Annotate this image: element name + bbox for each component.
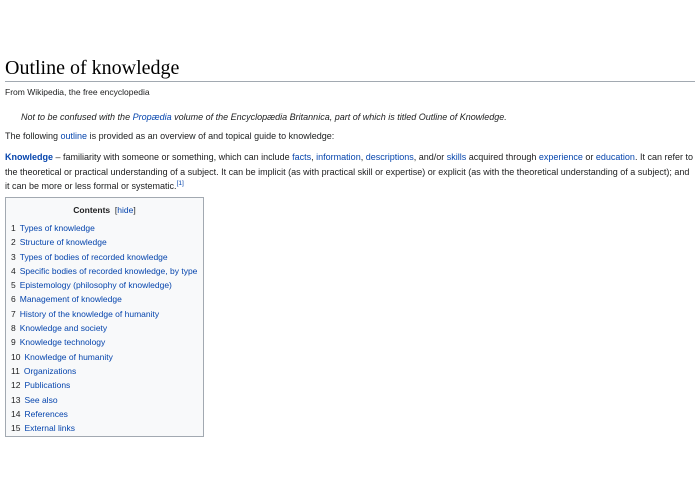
toc-item[interactable] xyxy=(11,264,203,278)
definition-text: acquired through xyxy=(466,152,539,162)
separator-text: , xyxy=(360,152,366,162)
toc-item-number: 1 xyxy=(11,223,16,233)
toc-item-number: 3 xyxy=(11,251,16,262)
toc-item-link[interactable]: Knowledge technology xyxy=(19,337,106,348)
toc-item[interactable] xyxy=(11,421,203,435)
toc-item[interactable] xyxy=(11,307,203,321)
toc-item-link[interactable]: Knowledge and society xyxy=(19,323,108,334)
knowledge-term-link[interactable]: Knowledge xyxy=(5,152,54,162)
toc-item-number: 9 xyxy=(11,337,16,348)
toc-item[interactable] xyxy=(11,278,203,292)
toc-item-link[interactable]: Structure of knowledge xyxy=(19,237,107,248)
intro-text-after: is provided as an overview of and topical guide to knowledge: xyxy=(87,131,335,141)
hatnote-text-before: Not to be confused with the xyxy=(21,112,133,122)
toc-item-link[interactable]: Publications xyxy=(24,380,71,391)
toc-item-number: 10 xyxy=(11,351,21,362)
toc-item-number: 5 xyxy=(11,280,16,291)
toc-item-number: 13 xyxy=(11,394,21,405)
toc-list xyxy=(6,221,203,435)
toc-item-link[interactable]: See also xyxy=(24,394,58,405)
hatnote-text-after: volume of the Encyclopædia Britannica, part of which is titled Outline of Knowledge. xyxy=(171,112,507,122)
toc-item-number: 6 xyxy=(11,294,16,305)
toc-item[interactable] xyxy=(11,350,203,364)
toc-item-link[interactable]: Knowledge of humanity xyxy=(24,351,113,362)
hatnote xyxy=(21,112,507,122)
toc-item[interactable] xyxy=(11,407,203,421)
separator-text: , and/or xyxy=(413,152,447,162)
separator-text: or xyxy=(582,152,596,162)
toc-item-link[interactable]: Epistemology (philosophy of knowledge) xyxy=(19,280,172,291)
toc-item-number: 8 xyxy=(11,323,16,334)
toc-item-number: 2 xyxy=(11,237,16,248)
toc-hide-bracket: ] xyxy=(133,205,136,215)
toc-item-link[interactable]: Types of bodies of recorded knowledge xyxy=(19,251,168,262)
toc-item[interactable] xyxy=(11,292,203,306)
outline-link[interactable]: outline xyxy=(60,131,88,141)
toc-item-link[interactable]: Organizations xyxy=(23,365,77,376)
intro-sentence xyxy=(5,131,334,141)
reference-link[interactable]: [1] xyxy=(176,180,184,187)
toc-title: Contents xyxy=(73,205,111,215)
site-subtitle: From Wikipedia, the free encyclopedia xyxy=(5,87,150,97)
toc-item[interactable] xyxy=(11,321,203,335)
toc-item-link[interactable]: Management of knowledge xyxy=(19,294,122,305)
toc-item[interactable] xyxy=(11,335,203,349)
toc-hide-bracket: [ xyxy=(114,205,118,215)
propaedia-link[interactable]: Propædia xyxy=(132,112,172,122)
facts-link[interactable]: facts xyxy=(292,152,312,162)
toc-item-link[interactable]: References xyxy=(24,408,68,419)
toc-item[interactable] xyxy=(11,378,203,392)
toc-item-link[interactable]: History of the knowledge of humanity xyxy=(19,308,160,319)
toc-item-number: 11 xyxy=(11,365,20,376)
toc-item[interactable] xyxy=(11,221,203,235)
skills-link[interactable]: skills xyxy=(446,152,467,162)
experience-link[interactable]: experience xyxy=(538,152,583,162)
intro-text-before: The following xyxy=(5,131,61,141)
definition-text: . It can refer to the theoretical or practical understanding of a subject. It can be implicit (as with practical skill or expertise) or explicit (as with the theoretical understanding of a subject); and it can be more or less formal or systematic. xyxy=(5,152,693,191)
page-title: Outline of knowledge xyxy=(5,56,695,82)
definition-paragraph xyxy=(5,150,693,194)
definition-text: – familiarity with someone or something, which can include xyxy=(53,152,293,162)
toc-item[interactable] xyxy=(11,235,203,249)
toc-item[interactable] xyxy=(11,364,203,378)
toc-item-number: 12 xyxy=(11,380,21,391)
table-of-contents xyxy=(5,197,204,437)
toc-header xyxy=(6,205,203,215)
descriptions-link[interactable]: descriptions xyxy=(365,152,414,162)
toc-item-link[interactable]: Specific bodies of recorded knowledge, by type xyxy=(19,265,198,276)
toc-item-link[interactable]: Types of knowledge xyxy=(19,223,95,233)
toc-item[interactable] xyxy=(11,393,203,407)
education-link[interactable]: education xyxy=(595,152,635,162)
separator-text: , xyxy=(311,152,317,162)
toc-item-number: 7 xyxy=(11,308,16,319)
toc-item[interactable] xyxy=(11,250,203,264)
toc-item-link[interactable]: External links xyxy=(24,423,76,434)
toc-item-number: 4 xyxy=(11,265,16,276)
information-link[interactable]: information xyxy=(316,152,361,162)
toc-hide-link[interactable]: hide xyxy=(117,205,134,215)
toc-item-number: 14 xyxy=(11,408,21,419)
toc-item-number: 15 xyxy=(11,423,21,434)
